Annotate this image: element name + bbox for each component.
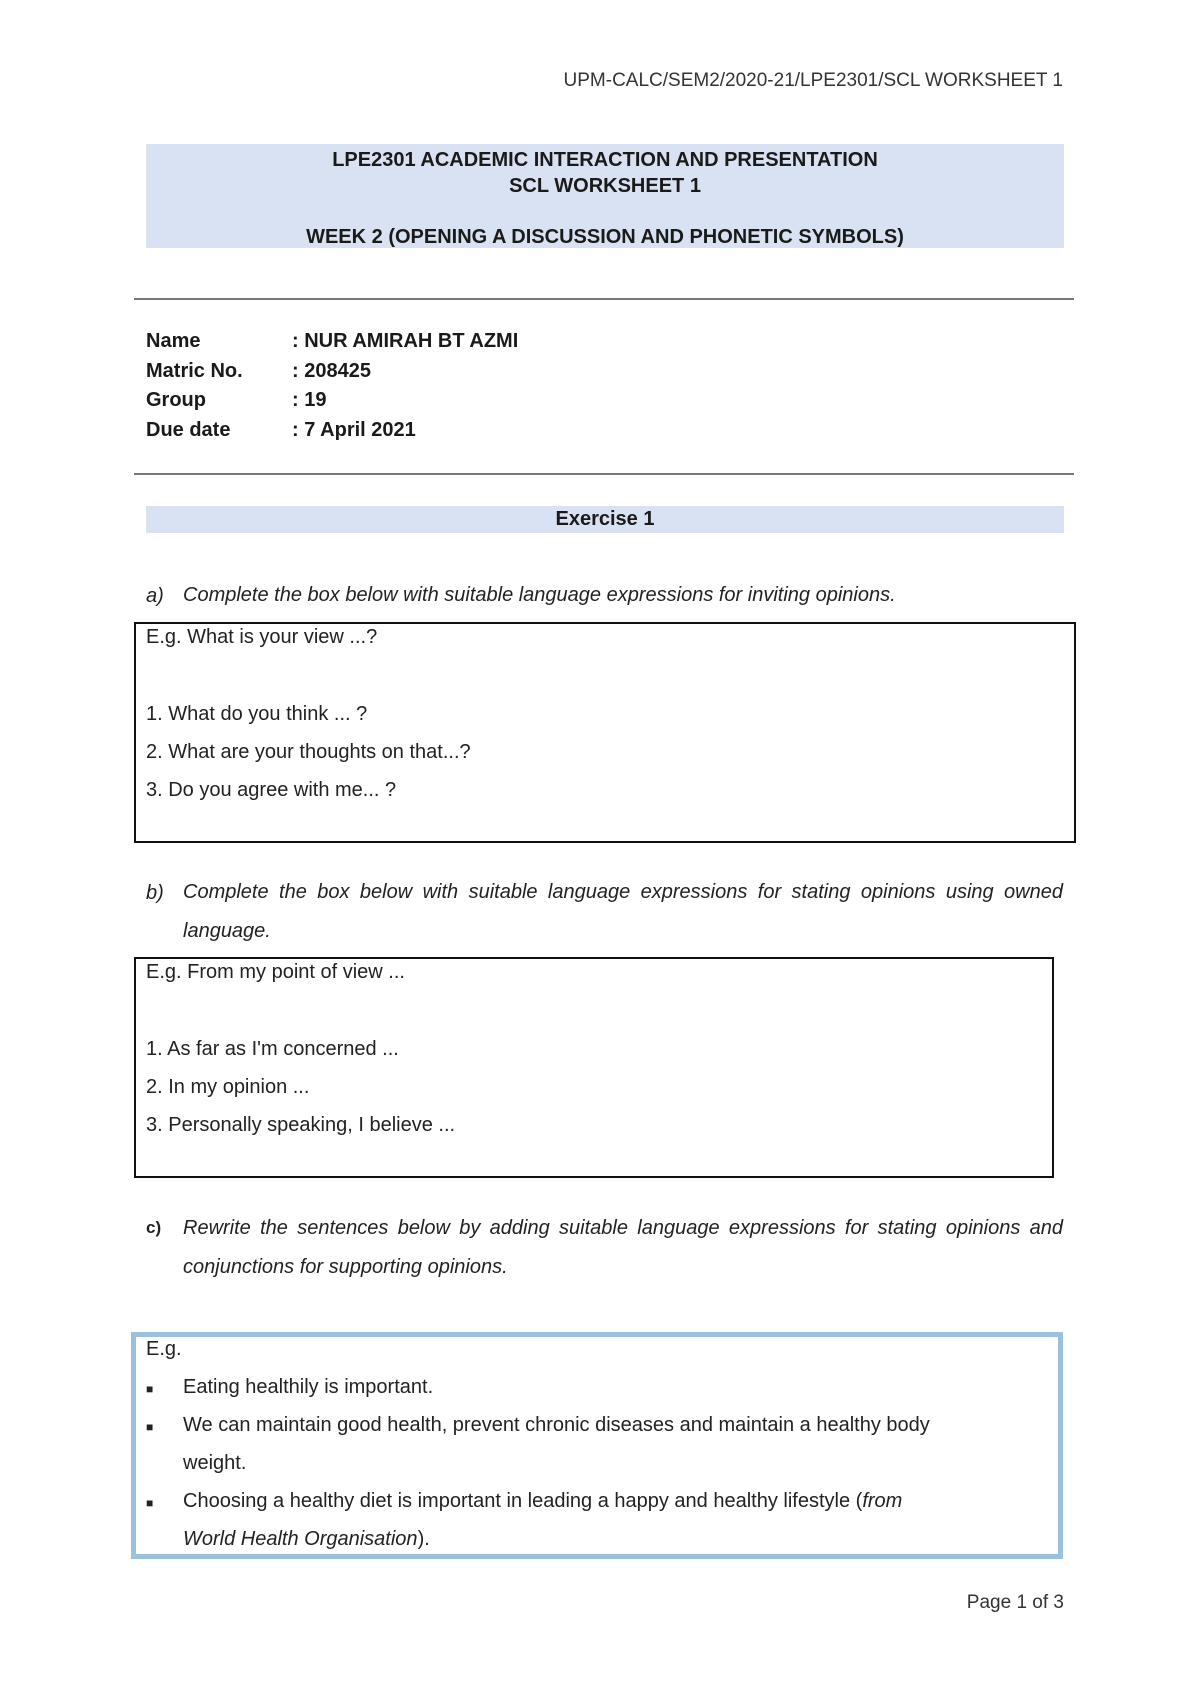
group-label: Group (146, 389, 206, 411)
example-box-c (131, 1332, 1063, 1559)
matric-label: Matric No. (146, 359, 243, 382)
bullet-icon: ■ (146, 1496, 154, 1510)
matric-row (146, 360, 518, 390)
divider (134, 473, 1074, 475)
exercise-title: Exercise 1 (146, 506, 1064, 533)
bullet-icon: ■ (146, 1382, 154, 1396)
worksheet-title: SCL WORKSHEET 1 (509, 175, 701, 197)
title-block (146, 144, 1064, 248)
question-b-letter: b) (146, 882, 164, 904)
divider (134, 298, 1074, 300)
group-row (146, 389, 518, 419)
bullet-text: ). (417, 1528, 430, 1550)
name-label: Name (146, 330, 201, 352)
answer-item: 1. As far as I'm concerned ... (146, 1038, 399, 1060)
answer-item: 3. Personally speaking, I believe ... (146, 1114, 456, 1136)
document-reference: UPM-CALC/SEM2/2020-21/LPE2301/SCL WORKSHEET 1 (563, 70, 1063, 91)
answer-box-a (134, 622, 1076, 843)
due-date-row (146, 419, 518, 449)
name-row (146, 330, 518, 360)
question-a-letter: a) (146, 585, 164, 607)
example-label: E.g. (146, 1338, 182, 1360)
student-info (146, 330, 518, 448)
example-bullet-continuation (183, 1528, 430, 1551)
answer-item: 1. What do you think ... ? (146, 703, 368, 725)
example-text: E.g. What is your view ...? (146, 626, 378, 648)
example-bullet: We can maintain good health, prevent chronic diseases and maintain a healthy body (183, 1414, 930, 1436)
example-bullet-continuation: weight. (183, 1452, 247, 1474)
question-a-text: Complete the box below with suitable language expressions for inviting opinions. (183, 584, 896, 606)
question-c-text: Rewrite the sentences below by adding suitable language expressions for stating opinions and conjunctions for supporting opinions. (183, 1217, 1063, 1278)
example-text: E.g. From my point of view ... (146, 961, 405, 983)
bullet-icon: ■ (146, 1420, 154, 1434)
example-bullet: Eating healthily is important. (183, 1376, 434, 1398)
answer-box-b (134, 957, 1054, 1178)
course-title: LPE2301 ACADEMIC INTERACTION AND PRESENTATION (332, 149, 878, 171)
page-number: Page 1 of 3 (966, 1592, 1064, 1613)
question-b-text: Complete the box below with suitable language expressions for stating opinions using owned language. (183, 881, 1063, 942)
week-title: WEEK 2 (OPENING A DISCUSSION AND PHONETIC SYMBOLS) (306, 226, 904, 248)
matric-value: : 208425 (292, 359, 371, 382)
answer-item: 2. In my opinion ... (146, 1076, 310, 1098)
example-bullet (183, 1490, 902, 1513)
question-c-letter: c) (146, 1218, 162, 1237)
name-value: : NUR AMIRAH BT AZMI (292, 330, 519, 352)
due-date-value: : 7 April 2021 (292, 418, 416, 441)
group-value: : 19 (292, 389, 327, 411)
answer-item: 2. What are your thoughts on that...? (146, 741, 471, 763)
bullet-text: Choosing a healthy diet is important in leading a happy and healthy lifestyle ( (183, 1490, 863, 1512)
answer-item: 3. Do you agree with me... ? (146, 779, 397, 801)
bullet-text-italic: World Health Organisation (183, 1528, 418, 1550)
due-date-label: Due date (146, 418, 231, 441)
bullet-text-italic: from (862, 1490, 903, 1512)
